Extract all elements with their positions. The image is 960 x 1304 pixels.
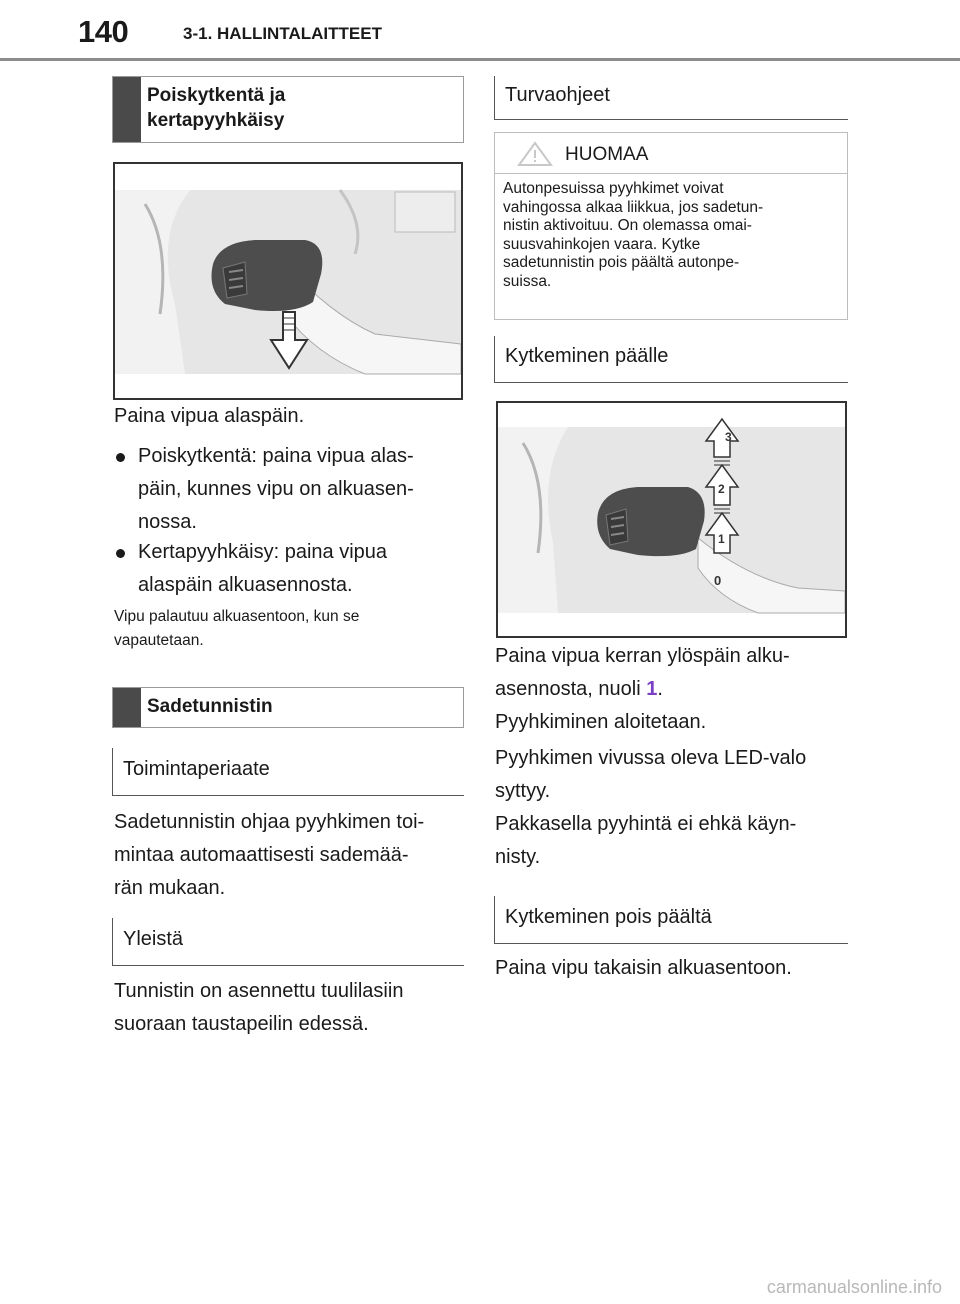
- position-label-3: 3: [725, 430, 732, 444]
- position-label-2: 2: [718, 482, 725, 496]
- note-lever-returns: Vipu palautuu alkuasentoon, kun se vapautetaan.: [114, 608, 360, 649]
- paragraph-wiping-starts: Pyyhkiminen aloitetaan.: [495, 711, 707, 733]
- position-label-1: 1: [718, 532, 725, 546]
- instruction-return-lever: Paina vipu takaisin alkuasentoon.: [495, 957, 792, 979]
- subheading-switch-on: Kytkeminen päälle: [494, 336, 848, 383]
- figure-lever-down: [113, 162, 463, 400]
- notice-header: [495, 133, 847, 174]
- subheading-principle: Toimintaperiaate: [112, 748, 464, 796]
- lever-up-illustration: [498, 403, 845, 636]
- subheading-general: Yleistä: [112, 918, 464, 966]
- bullet-dot: [116, 453, 125, 462]
- instruction-press-up: Paina vipua kerran ylöspäin alku- asennosta, nuoli 1.: [495, 645, 790, 700]
- position-label-0: 0: [714, 573, 722, 588]
- notice-title: HUOMAA: [565, 144, 649, 165]
- bullet-single-wipe: Kertapyyhkäisy: paina vipua alaspäin alkuasennosta.: [114, 536, 464, 602]
- paragraph-general: Tunnistin on asennettu tuulilasiin suoraan taustapeilin edessä.: [114, 980, 404, 1035]
- section-bar: [113, 77, 141, 142]
- paragraph-principle: Sadetunnistin ohjaa pyyhkimen toi- mintaa automaattisesti sademää- rän mukaan.: [114, 811, 425, 899]
- subheading-switch-off: Kytkeminen pois päältä: [494, 896, 848, 944]
- section-bar: [113, 688, 141, 727]
- subheading-safety: Turvaohjeet: [494, 76, 848, 120]
- warning-triangle-icon: [517, 141, 553, 167]
- notice-text: Autonpesuissa pyyhkimet voivat vahingossa alkaa liikkua, jos sadetun- nistin aktivoituu. On olemassa omai- suusvahinkojen vaara. Kytke sadetunnistin pois päältä autonpe- suissa.: [503, 180, 764, 290]
- section-heading-switch-off: [112, 76, 464, 143]
- watermark: carmanualsonline.info: [766, 1277, 942, 1297]
- notice-box: [494, 132, 848, 320]
- section-title: Sadetunnistin: [147, 696, 273, 717]
- header-divider: [0, 58, 960, 61]
- page-header: [0, 0, 960, 62]
- lever-down-illustration: [115, 164, 461, 398]
- instruction-press-down: Paina vipua alaspäin.: [114, 405, 305, 427]
- section-heading-rain-sensor: [112, 687, 464, 728]
- bullet-dot: [116, 549, 125, 558]
- figure-lever-up: [496, 401, 847, 638]
- chapter-title: 3-1. HALLINTALAITTEET: [183, 24, 382, 43]
- paragraph-led: Pyyhkimen vivussa oleva LED-valo syttyy.: [495, 747, 807, 802]
- paragraph-frost: Pakkasella pyyhintä ei ehkä käyn- nisty.: [495, 813, 797, 868]
- bullet-switch-off: Poiskytkentä: paina vipua alas- päin, kunnes vipu on alkuasen- nossa.: [114, 440, 464, 539]
- section-title: Poiskytkentä ja kertapyyhkäisy: [147, 85, 286, 131]
- arrow-number-1: 1: [646, 678, 658, 700]
- page-number: 140: [78, 14, 129, 49]
